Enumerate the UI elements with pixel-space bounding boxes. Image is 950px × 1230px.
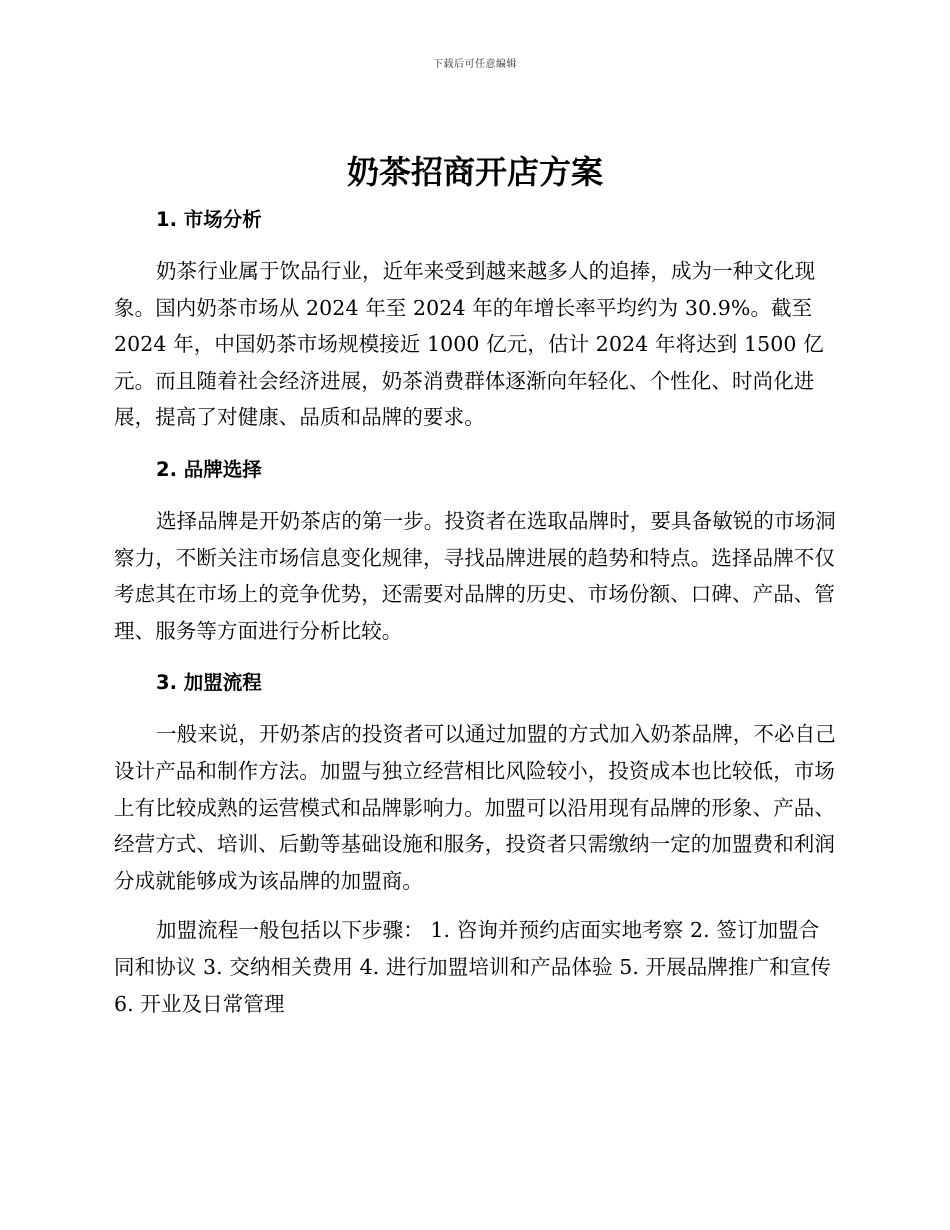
section-heading-franchise-process: 3. 加盟流程 — [156, 671, 262, 695]
section-heading-market-analysis: 1. 市场分析 — [156, 208, 262, 231]
section-paragraph-brand-selection: 选择品牌是开奶茶店的第一步。投资者在选取品牌时，要具备敏锐的市场洞察力，不断关注市场信息变化规律，寻找品牌进展的趋势和特点。选择品牌不仅考虑其在市场上的竞争优势，还需要对品牌的历史、市场份额、口碑、产品、管理、服务等方面进行分析比较。 — [114, 508, 836, 643]
section-paragraph-market-analysis: 奶茶行业属于饮品行业，近年来受到越来越多人的追捧，成为一种文化现象。国内奶茶市场从 2024 年至 2024 年的年增长率平均约为 30.9%。截至 2024 年，中国奶茶市场规模接近 1000 亿元，估计 2024 年将达到 1500 亿元。而且随着社会经济进展，奶茶消费群体逐渐向年轻化、个性化、时尚化进展，提高了对健康、品质和品牌的要求。 — [114, 259, 824, 430]
document-body — [114, 200, 839, 1022]
section-paragraph-franchise-steps: 加盟流程一般包括以下步骤： 1. 咨询并预约店面实地考察 2. 签订加盟合同和协议 3. 交纳相关费用 4. 进行加盟培训和产品体验 5. 开展品牌推广和宣传 6. 开业及日常管理 — [114, 918, 831, 1016]
document-title: 奶茶招商开店方案 — [346, 153, 603, 191]
page-header-note: 下载后可任意编辑 — [433, 59, 517, 70]
section-paragraph-franchise-overview: 一般来说，开奶茶店的投资者可以通过加盟的方式加入奶茶品牌，不必自己设计产品和制作方法。加盟与独立经营相比风险较小，投资成本也比较低，市场上有比较成熟的运营模式和品牌影响力。加盟可以沿用现有品牌的形象、产品、经营方式、培训、后勤等基础设施和服务，投资者只需缴纳一定的加盟费和利润分成就能够成为该品牌的加盟商。 — [114, 722, 836, 893]
section-heading-brand-selection: 2. 品牌选择 — [156, 457, 262, 481]
